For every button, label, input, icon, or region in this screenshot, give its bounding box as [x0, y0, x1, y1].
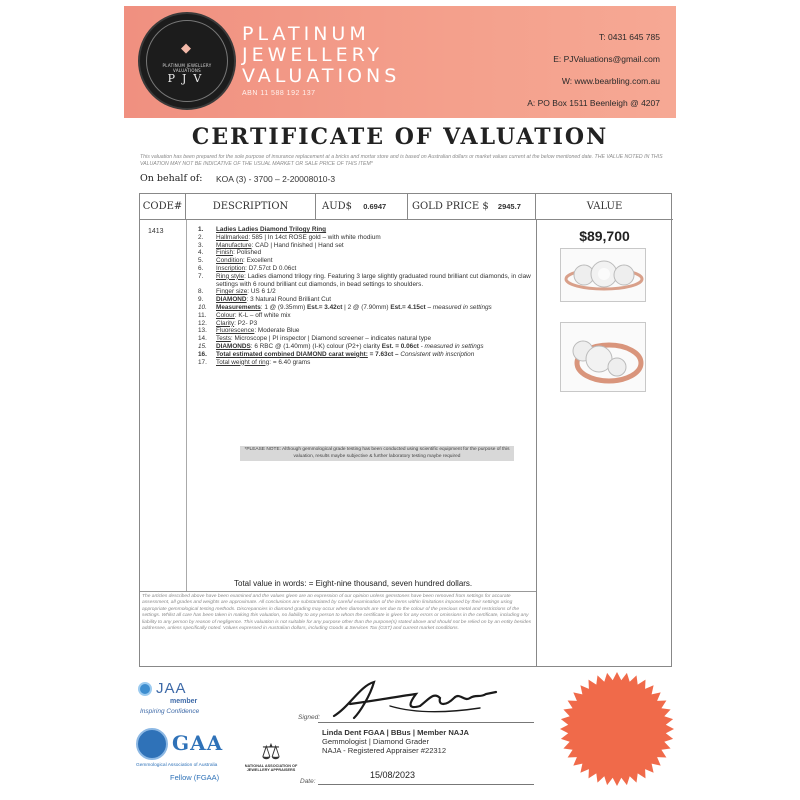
item-label: Clarity [216, 319, 235, 327]
gaa-fellow: Fellow (FGAA) [170, 773, 220, 782]
scales-icon: ⚖ [261, 739, 281, 764]
signature-line [318, 722, 534, 723]
header-banner [124, 6, 676, 118]
item-text: : Moderate Blue [254, 327, 300, 335]
list-item [198, 351, 534, 359]
aud-label: AUD$ [322, 201, 353, 212]
gaa-subtitle: Gemmological Association of Australia [136, 763, 218, 768]
list-item [198, 226, 534, 234]
item-text: : K-L – off white mix [234, 311, 291, 319]
jaa-member: member [170, 698, 198, 705]
list-item [198, 312, 534, 320]
item-label: Finger size [216, 288, 248, 296]
item-estimate: Est.= 3.42ct [307, 303, 343, 311]
list-item [198, 335, 534, 343]
list-item [198, 320, 534, 328]
item-text: : Excellent [243, 257, 273, 265]
item-number: 5. [198, 257, 204, 265]
abn-number: ABN 11 588 192 137 [242, 90, 316, 97]
jaa-name: JAA [156, 680, 187, 697]
item-number: 8. [198, 288, 204, 296]
item-number: 16. [198, 350, 207, 358]
column-divider [186, 220, 187, 591]
contact-address: A: PO Box 1511 Beenleigh @ 4207 [527, 98, 660, 108]
list-item [198, 288, 534, 296]
item-text: : Ladies diamond trilogy ring. Featuring 3 large slightly graduated round brilliant cut diamonds, in claw settings with 6 round brilliant cut diamonds, in bead settings to shoulders. [216, 272, 531, 288]
item-number: 4. [198, 249, 204, 257]
item-number: 6. [198, 264, 204, 272]
item-title: Ladies Ladies Diamond Trilogy Ring [216, 226, 327, 233]
valuation-table [139, 193, 672, 667]
value-header: VALUE [536, 194, 673, 220]
ring-top-view [561, 249, 647, 303]
list-item [198, 343, 534, 351]
logo-monogram: PJV [167, 72, 209, 85]
brand-line: PLATINUM [242, 23, 370, 45]
item-remark: Consistent with inscription [398, 350, 475, 358]
item-label: Tests [216, 335, 231, 343]
item-label: DIAMONDS [216, 342, 251, 350]
date-label: Date: [300, 778, 316, 785]
item-estimate: = 7.63ct – [369, 350, 399, 358]
item-estimate: Est. = 0.06ct [381, 342, 419, 350]
jaa-badge [138, 680, 208, 720]
description-header: DESCRIPTION [186, 194, 316, 220]
code-header: CODE# [140, 194, 186, 220]
item-number: 3. [198, 241, 204, 249]
articles-disclaimer: The articles described above have been examined and the values given are an expression of our opinion unless gemstones have been removed from settings for accurate assessment, all grades and weights are approximate. All conclusions are substantiated by careful examination of the items within limitations imposed by their settings using appropriate gemmological testing methods. Discrepancies in diamond grading may occur when diamonds are set due to the colour of the precious metal and restrictions of the settings. Whilst all care has been taken in making this valuation, no liability to any person to whom the certificate is given for any errors or omissions in the certificate, including any liability to any person by reason of negligence. This valuation is not suitable for any purpose other than the purpose(s) stated above and should not be relied on by an entity besides addressee, unless specifically noted. Values expressed in Australian dollars, including Goods & Services Tax (GST) and current market conditions. [142, 594, 532, 632]
item-label: Finish [216, 249, 234, 257]
description-list [198, 226, 534, 366]
item-label: Hallmarked [216, 233, 249, 241]
aud-value: 0.6947 [363, 202, 387, 211]
item-remark: - measured in settings [418, 342, 484, 350]
item-number: 15. [198, 342, 207, 350]
list-item [198, 296, 534, 304]
list-item [198, 359, 534, 367]
item-number: 1. [198, 226, 204, 233]
item-label: Total estimated combined DIAMOND carat weight: [216, 350, 368, 358]
item-text: : 585 | In 14ct ROSE gold – with white rhodium [248, 233, 381, 241]
list-item [198, 265, 534, 273]
item-number: 7. [198, 272, 204, 280]
date-line [318, 784, 534, 785]
logo-ring [146, 20, 228, 102]
item-label: Fluorescence [216, 327, 255, 335]
signer-title: Gemmologist | Diamond Grader [322, 737, 430, 746]
ring-side-view [561, 323, 647, 393]
naja-name: NATIONAL ASSOCIATION OF JEWELLERY APPRAISERS [244, 764, 298, 773]
jaa-logo-icon [138, 682, 152, 696]
certificate-date: 15/08/2023 [370, 770, 416, 780]
jaa-tagline: Inspiring Confidence [140, 708, 200, 715]
list-item [198, 242, 534, 250]
item-text: : 1 @ (9.35mm) [260, 303, 308, 311]
pjv-logo [138, 12, 236, 110]
item-number: 11. [198, 311, 207, 319]
gold-label: GOLD PRICE $ [412, 201, 489, 212]
seal-icon [558, 670, 676, 788]
valuation-disclaimer: This valuation has been prepared for the sole purpose of insurance replacement at a bricks and mortar store and is based on Australian dollars or market values current at the below mentioned date. THE VALUE NOTED IN THIS VALUATION MAY NOT BE INDICATIVE OF THE USUAL MARKET OR SALE PRICE OF THIS ITEM* [140, 154, 663, 167]
gaa-logo-icon [136, 728, 168, 760]
list-item [198, 273, 534, 289]
list-item [198, 249, 534, 257]
item-code: 1413 [148, 228, 164, 235]
gold-value: 2945.7 [497, 202, 521, 211]
divider [140, 591, 536, 592]
gaa-badge [136, 728, 238, 790]
item-number: 9. [198, 296, 204, 304]
item-text: : = 6.40 grams [269, 358, 311, 366]
item-label: Condition [216, 257, 244, 265]
item-estimate: Est.= 4.15ct [390, 303, 426, 311]
contact-website: W: www.bearbling.com.au [561, 76, 660, 86]
item-text: : US 6 1/2 [247, 288, 276, 296]
item-text: : D7.57ct D 0.06ct [245, 264, 297, 272]
item-text: : P2- P3 [234, 319, 258, 327]
certificate-title: CERTIFICATE OF VALUATION [191, 124, 609, 150]
ring-photo-top [560, 248, 646, 302]
signed-label: Signed: [298, 714, 321, 721]
logo-caption: PLATINUM JEWELLERY VALUATIONS [162, 63, 212, 73]
item-label: Measurements [216, 303, 261, 311]
item-number: 14. [198, 335, 207, 343]
ring-photo-side [560, 322, 646, 392]
item-text: : 6 RBC @ (1.40mm) (I-K) colour (P2+) clarity [250, 342, 382, 350]
naja-badge [244, 740, 298, 794]
list-item [198, 234, 534, 242]
signature-image [330, 676, 500, 722]
aud-header [316, 194, 408, 220]
column-divider [536, 220, 537, 667]
contact-block [527, 26, 660, 114]
item-label: DIAMOND [216, 296, 247, 304]
contact-email: E: PJValuations@gmail.com [553, 54, 660, 64]
item-text: | 2 @ (7.90mm) [342, 303, 391, 311]
item-number: 2. [198, 233, 204, 241]
item-text: : Polished [233, 249, 262, 257]
item-number: 13. [198, 327, 207, 335]
brand-line: VALUATIONS [242, 65, 401, 87]
item-number: 12. [198, 319, 207, 327]
contact-phone: T: 0431 645 785 [599, 32, 660, 42]
list-item [198, 257, 534, 265]
signer-registration: NAJA - Registered Appraiser #22312 [322, 746, 447, 755]
item-text: : CAD | Hand finished | Hand set [251, 241, 344, 249]
gaa-name: GAA [172, 731, 224, 755]
list-item [198, 327, 534, 335]
gold-price-header [408, 194, 536, 220]
signer-details [322, 728, 469, 755]
brand-name [242, 24, 400, 87]
item-number: 17. [198, 358, 207, 366]
diamond-icon: ◆ [181, 40, 191, 55]
on-behalf-label: On behalf of: [140, 173, 203, 184]
total-value-words: Total value in words: = Eight-nine thousand, seven hundred dollars. [234, 579, 473, 588]
on-behalf-value: KOA (3) - 3700 – 2-20008010-3 [216, 174, 336, 184]
item-text: : Microscope | PI inspector | Diamond screener – indicates natural type [230, 335, 432, 343]
signer-name: Linda Dent FGAA | BBus | Member NAJA [322, 728, 469, 737]
item-number: 10. [198, 303, 207, 311]
testing-note: *PLEASE NOTE: Although gemmological grade testing has been conducted using scientific equipment for the purpose of this valuation, results maybe subjective & further laboratory testing maybe required [240, 446, 514, 461]
item-label: Inscription [216, 264, 246, 272]
brand-line: JEWELLERY [242, 44, 384, 66]
item-label: Manufacture [216, 241, 252, 249]
valuation-price: $89,700 [579, 228, 630, 244]
item-text: : 3 Natural Round Brilliant Cut [246, 296, 332, 304]
item-label: Colour [216, 311, 235, 319]
list-item [198, 304, 534, 312]
item-label: Total weight of ring [216, 358, 270, 366]
item-label: Ring style [216, 272, 245, 280]
item-remark: – measured in settings [425, 303, 492, 311]
